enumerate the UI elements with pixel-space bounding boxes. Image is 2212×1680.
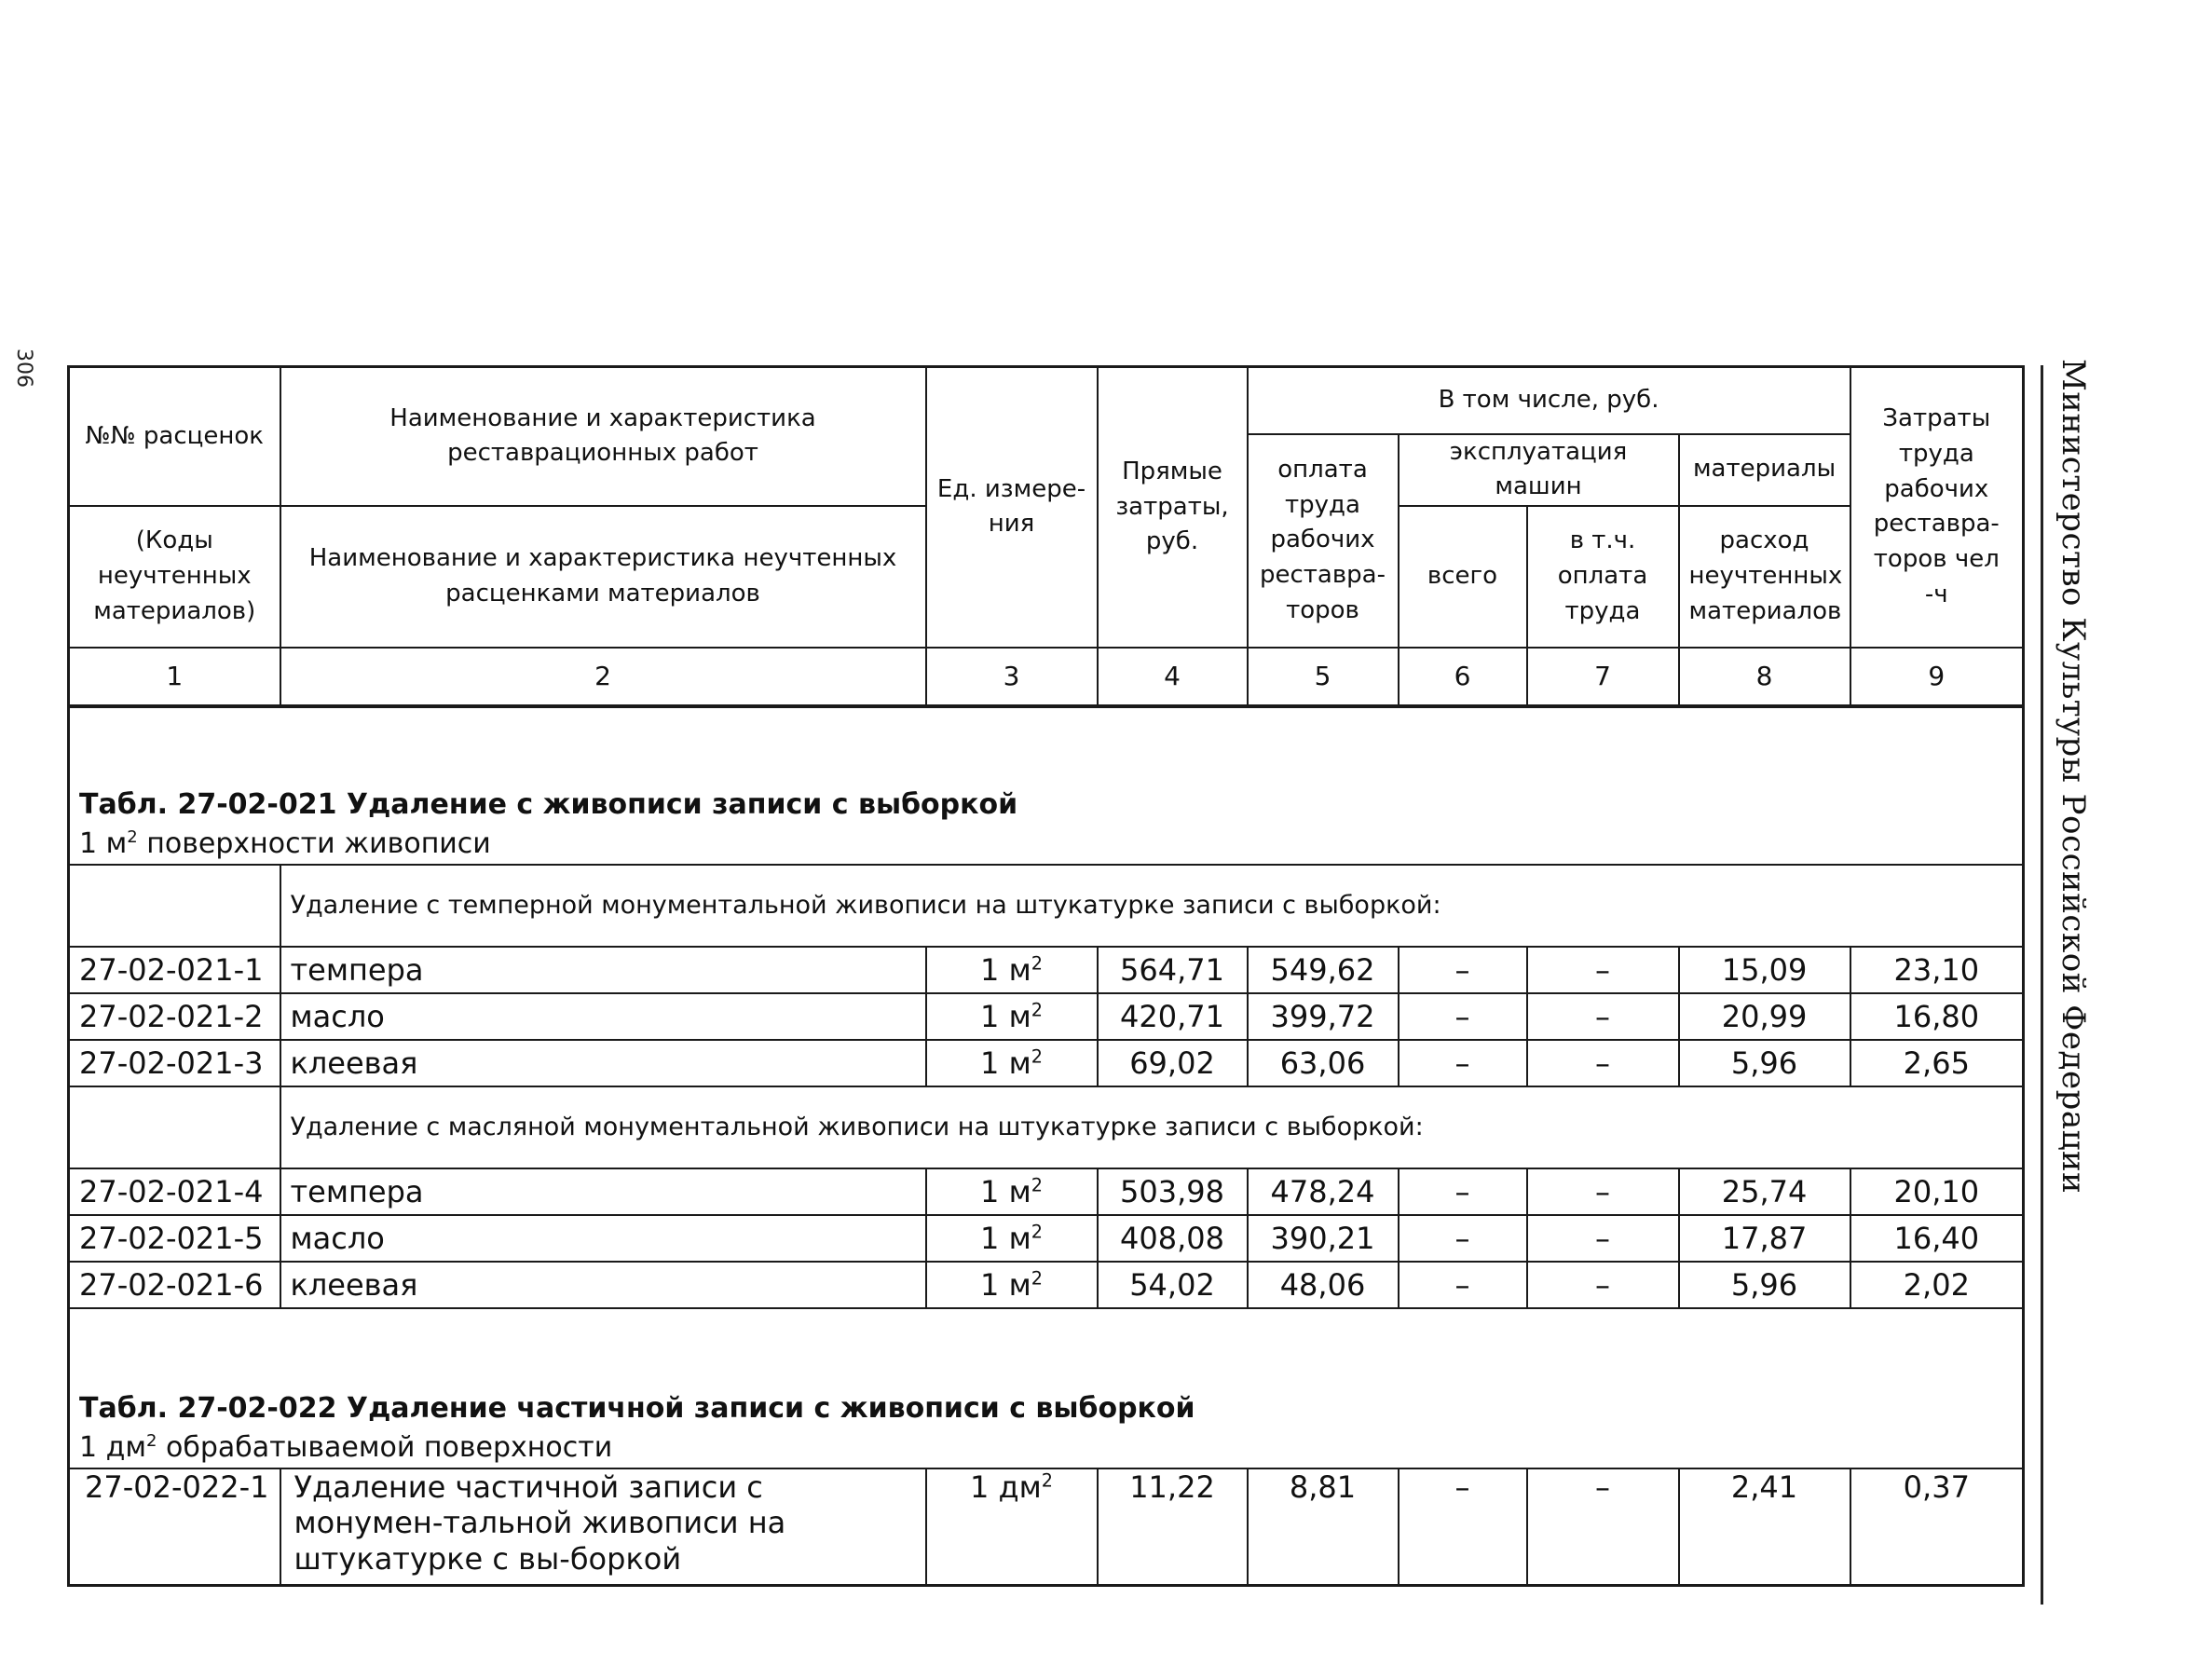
labor-hours: 20,10 <box>1850 1168 2024 1215</box>
machines-total: – <box>1399 1168 1527 1215</box>
rate-code: 27-02-021-4 <box>69 1168 280 1215</box>
page-number: 306 <box>12 348 35 388</box>
direct-costs: 11,22 <box>1098 1468 1248 1586</box>
table-row <box>69 1168 2024 1215</box>
section-title: Табл. 27-02-021 Удаление с живописи записи с выборкой <box>79 787 1018 821</box>
labor-pay: 48,06 <box>1248 1262 1399 1308</box>
rate-code: 27-02-021-5 <box>69 1215 280 1262</box>
section-header-27-02-022 <box>69 1308 2024 1468</box>
materials: 15,09 <box>1679 947 1850 993</box>
materials: 5,96 <box>1679 1040 1850 1086</box>
header-direct-costs: Прямые затраты, руб. <box>1098 367 1248 648</box>
column-number: 5 <box>1248 648 1399 706</box>
work-name: клеевая <box>280 1262 926 1308</box>
section-unit: 1 $м^2$ поверхности живописи <box>79 826 491 860</box>
unit: 1 $м^2$ <box>926 1040 1098 1086</box>
machines-labor: – <box>1527 1262 1679 1308</box>
section-title: Табл. 27-02-022 Удаление частичной записи с живописи с выборкой <box>79 1391 1195 1425</box>
labor-hours: 2,65 <box>1850 1040 2024 1086</box>
header-including-group: В том числе, руб. <box>1248 367 1850 434</box>
header-machines-total: всего <box>1399 506 1527 648</box>
rate-code: 27-02-021-3 <box>69 1040 280 1086</box>
header-machines-labor: в т.ч. оплата труда <box>1527 506 1679 648</box>
section-header-27-02-021 <box>69 706 2024 865</box>
machines-total: – <box>1399 1040 1527 1086</box>
table-row <box>69 1468 2024 1586</box>
header-code: №№ расценок <box>69 367 280 506</box>
labor-pay: 399,72 <box>1248 993 1399 1040</box>
work-name: темпера <box>280 947 926 993</box>
unit: 1 $м^2$ <box>926 1168 1098 1215</box>
machines-total: – <box>1399 947 1527 993</box>
direct-costs: 503,98 <box>1098 1168 1248 1215</box>
unit: 1 $м^2$ <box>926 1262 1098 1308</box>
materials: 5,96 <box>1679 1262 1850 1308</box>
work-name: масло <box>280 993 926 1040</box>
header-labor-pay: оплата труда рабочих реставра-торов <box>1248 434 1399 648</box>
unit: 1 $м^2$ <box>926 993 1098 1040</box>
machines-total: – <box>1399 1468 1527 1586</box>
column-number: 1 <box>69 648 280 706</box>
column-number: 7 <box>1527 648 1679 706</box>
table-row <box>69 1215 2024 1262</box>
labor-pay: 478,24 <box>1248 1168 1399 1215</box>
subgroup-empty-cell <box>69 1086 280 1168</box>
machines-total: – <box>1399 993 1527 1040</box>
header-material-codes: (Коды неучтенных материалов) <box>69 506 280 648</box>
work-name: темпера <box>280 1168 926 1215</box>
subgroup-title: Удаление с темперной монументальной живописи на штукатурке записи с выборкой: <box>280 865 2024 947</box>
subgroup-title: Удаление с масляной монументальной живописи на штукатурке записи с выборкой: <box>280 1086 2024 1168</box>
column-number: 8 <box>1679 648 1850 706</box>
direct-costs: 420,71 <box>1098 993 1248 1040</box>
table-row <box>69 1262 2024 1308</box>
unit: 1 $дм^2$ <box>926 1468 1098 1586</box>
work-name: Удаление частичной записи с монумен-тальной живописи на штукатурке с вы-боркой <box>280 1468 926 1586</box>
header-unit: Ед. измере-ния <box>926 367 1098 648</box>
column-number: 3 <box>926 648 1098 706</box>
column-number: 9 <box>1850 648 2024 706</box>
materials: 2,41 <box>1679 1468 1850 1586</box>
price-table <box>67 365 2025 1587</box>
column-number: 6 <box>1399 648 1527 706</box>
column-number: 4 <box>1098 648 1248 706</box>
machines-labor: – <box>1527 947 1679 993</box>
machines-total: – <box>1399 1215 1527 1262</box>
labor-hours: 16,40 <box>1850 1215 2024 1262</box>
header-materials: материалы <box>1679 434 1850 506</box>
machines-labor: – <box>1527 1215 1679 1262</box>
labor-pay: 549,62 <box>1248 947 1399 993</box>
machines-labor: – <box>1527 1168 1679 1215</box>
header-machines: эксплуатация машин <box>1399 434 1679 506</box>
labor-hours: 0,37 <box>1850 1468 2024 1586</box>
machines-total: – <box>1399 1262 1527 1308</box>
rate-code: 27-02-021-6 <box>69 1262 280 1308</box>
section-unit: 1 $дм^2$ обрабатываемой поверхности <box>79 1430 613 1464</box>
rate-code: 27-02-021-2 <box>69 993 280 1040</box>
work-name: клеевая <box>280 1040 926 1086</box>
subgroup-empty-cell <box>69 865 280 947</box>
machines-labor: – <box>1527 1468 1679 1586</box>
machines-labor: – <box>1527 1040 1679 1086</box>
rate-code: 27-02-022-1 <box>69 1468 280 1586</box>
labor-pay: 390,21 <box>1248 1215 1399 1262</box>
direct-costs: 69,02 <box>1098 1040 1248 1086</box>
header-labor-hours: Затраты труда рабочих реставра-торов чел -ч <box>1850 367 2024 648</box>
work-name: масло <box>280 1215 926 1262</box>
machines-labor: – <box>1527 993 1679 1040</box>
labor-hours: 23,10 <box>1850 947 2024 993</box>
labor-pay: 63,06 <box>1248 1040 1399 1086</box>
header-unaccounted-materials: расход неучтенных материалов <box>1679 506 1850 648</box>
header-material-names: Наименование и характеристика неучтенных расценками материалов <box>280 506 926 648</box>
side-organization-label <box>2055 359 2092 1195</box>
labor-hours: 2,02 <box>1850 1262 2024 1308</box>
rate-code: 27-02-021-1 <box>69 947 280 993</box>
table-row <box>69 947 2024 993</box>
materials: 20,99 <box>1679 993 1850 1040</box>
table-row <box>69 993 2024 1040</box>
labor-pay: 8,81 <box>1248 1468 1399 1586</box>
unit: 1 $м^2$ <box>926 947 1098 993</box>
direct-costs: 408,08 <box>1098 1215 1248 1262</box>
direct-costs: 564,71 <box>1098 947 1248 993</box>
labor-hours: 16,80 <box>1850 993 2024 1040</box>
column-number: 2 <box>280 648 926 706</box>
materials: 25,74 <box>1679 1168 1850 1215</box>
materials: 17,87 <box>1679 1215 1850 1262</box>
table-row <box>69 1040 2024 1086</box>
unit: 1 $м^2$ <box>926 1215 1098 1262</box>
direct-costs: 54,02 <box>1098 1262 1248 1308</box>
side-rule <box>2041 365 2043 1605</box>
header-work-name: Наименование и характеристика реставрационных работ <box>280 367 926 506</box>
side-organization-text: Министерство Культуры Российской Федерации <box>2055 359 2092 1195</box>
